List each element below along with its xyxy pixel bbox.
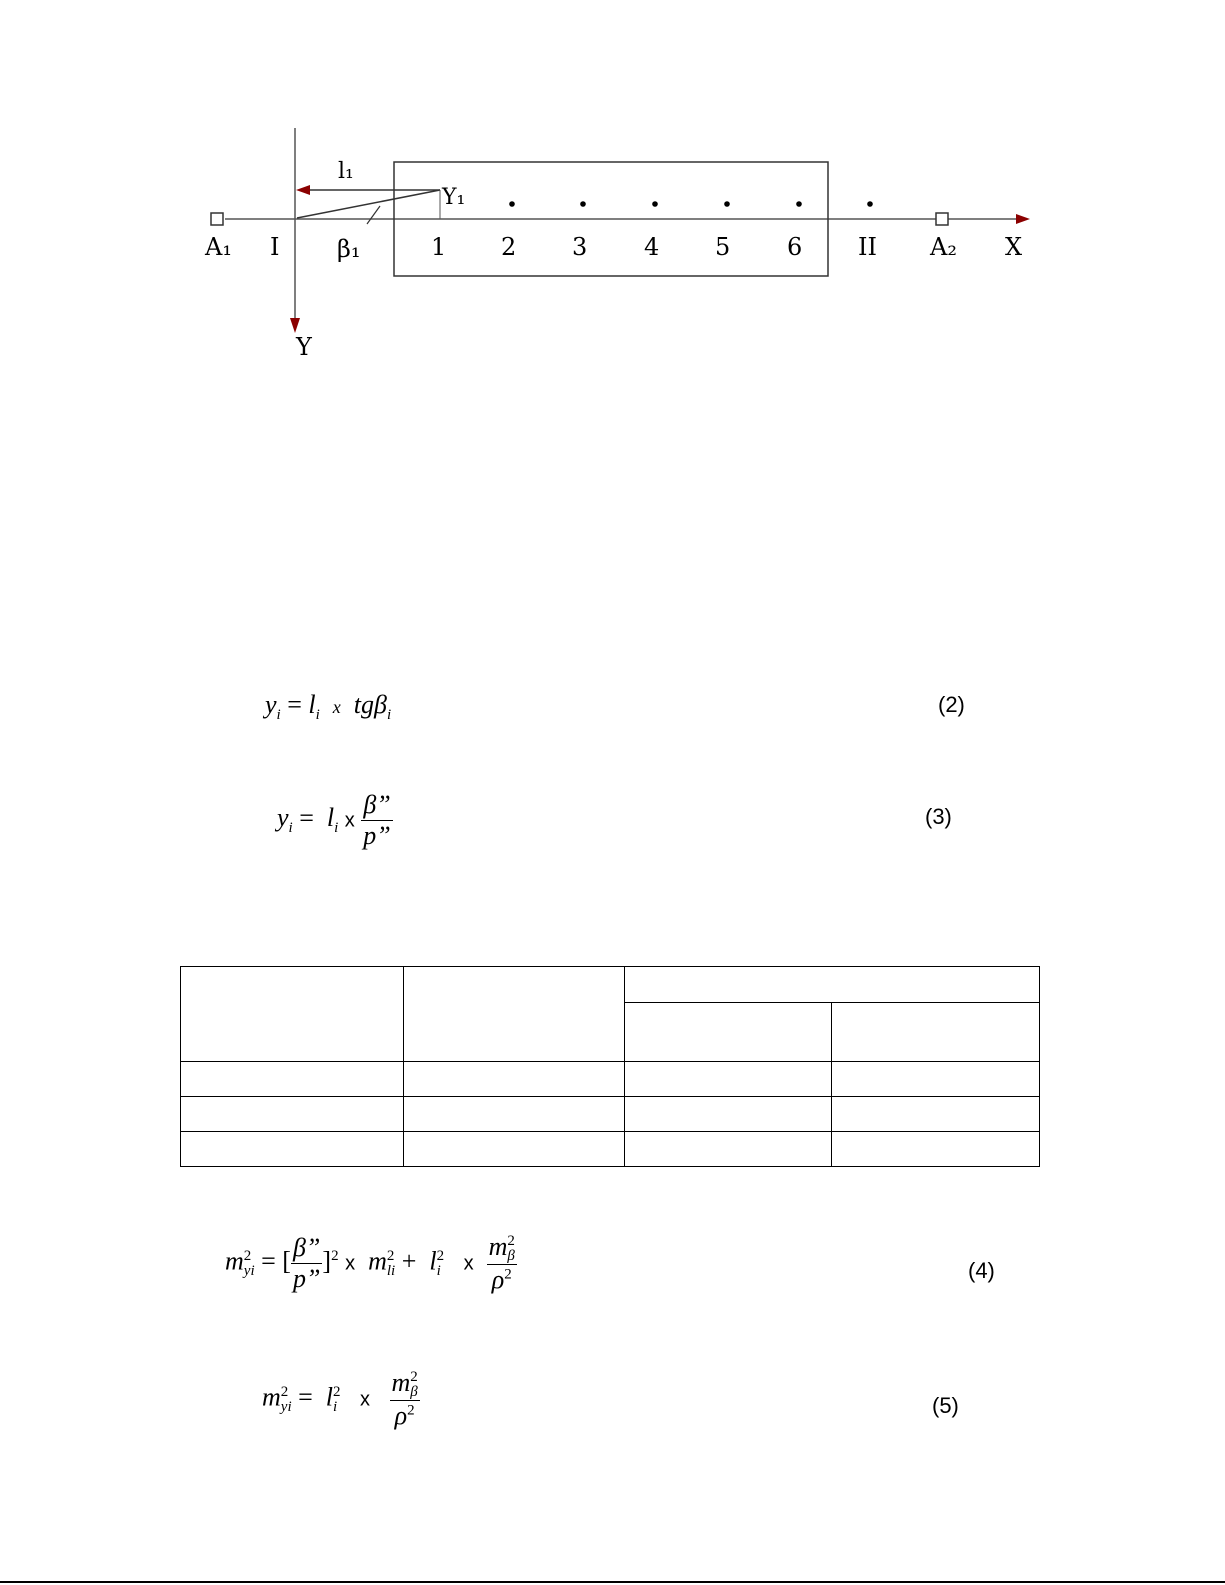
table-cell [625,1097,832,1132]
equation-4-number: (4) [968,1258,995,1283]
equation-5: m 2 yi = l 2 i x m 2 β $\rho^2$ [262,1368,418,1431]
point-dot [580,201,586,207]
label-y1: Y₁ [442,185,466,210]
table-cell [625,1003,832,1062]
point-dot [724,201,730,207]
label-a2: A₂ [930,233,957,261]
point-dot [509,201,515,207]
point-dot [796,201,802,207]
table-cell [832,1097,1040,1132]
label-point-4: 4 [644,233,660,261]
label-beta1: β₁ [337,235,361,263]
y-axis-arrow-icon [290,318,300,333]
survey-diagram [0,0,1225,380]
equation-3: $y_i = l_i$ x $\frac{\beta”}{p”}$ [277,790,391,850]
table-cell [625,967,1040,1003]
station-a2-square-icon [936,213,948,225]
table-cell [404,1132,625,1167]
table-cell [404,1062,625,1097]
table-cell [181,1132,404,1167]
table-cell [404,967,625,1062]
table-cell [832,1003,1040,1062]
label-y: Y [296,333,312,361]
point-dot [867,201,873,207]
table-cell [832,1062,1040,1097]
equation-4: m 2 yi = [ $\frac{\beta”}{p”}$ ]$^2$ x m 2 li + l 2 i x m 2 β $\rho^2$ [225,1232,515,1295]
label-point-5: 5 [715,233,731,261]
point-dot [652,201,658,207]
label-l1: l₁ [338,159,354,184]
label-point-1: 1 [431,233,447,261]
label-i: I [270,233,280,261]
table-cell [181,967,404,1062]
x-axis-arrow-icon [1016,214,1030,224]
beta-sight-line [297,190,440,218]
table-cell [181,1097,404,1132]
l1-arrow-icon [296,185,310,195]
label-a1: A₁ [205,233,232,261]
data-table [180,966,1040,1167]
equation-3-number: (3) [925,804,952,829]
label-ii: II [858,233,877,261]
angle-marker [367,206,380,224]
equation-2-number: (2) [938,692,965,717]
table-cell [181,1062,404,1097]
label-x: X [1005,233,1023,261]
table-cell [625,1132,832,1167]
equation-2: $y_i = l_i$ x tgβ$_i$ [265,690,392,724]
label-point-2: 2 [501,233,517,261]
page-bottom-rule [0,1581,1225,1583]
table-cell [832,1132,1040,1167]
label-point-6: 6 [787,233,803,261]
label-point-3: 3 [572,233,588,261]
table-cell [625,1062,832,1097]
equation-5-number: (5) [932,1393,959,1418]
table-cell [404,1097,625,1132]
station-a1-square-icon [211,213,223,225]
